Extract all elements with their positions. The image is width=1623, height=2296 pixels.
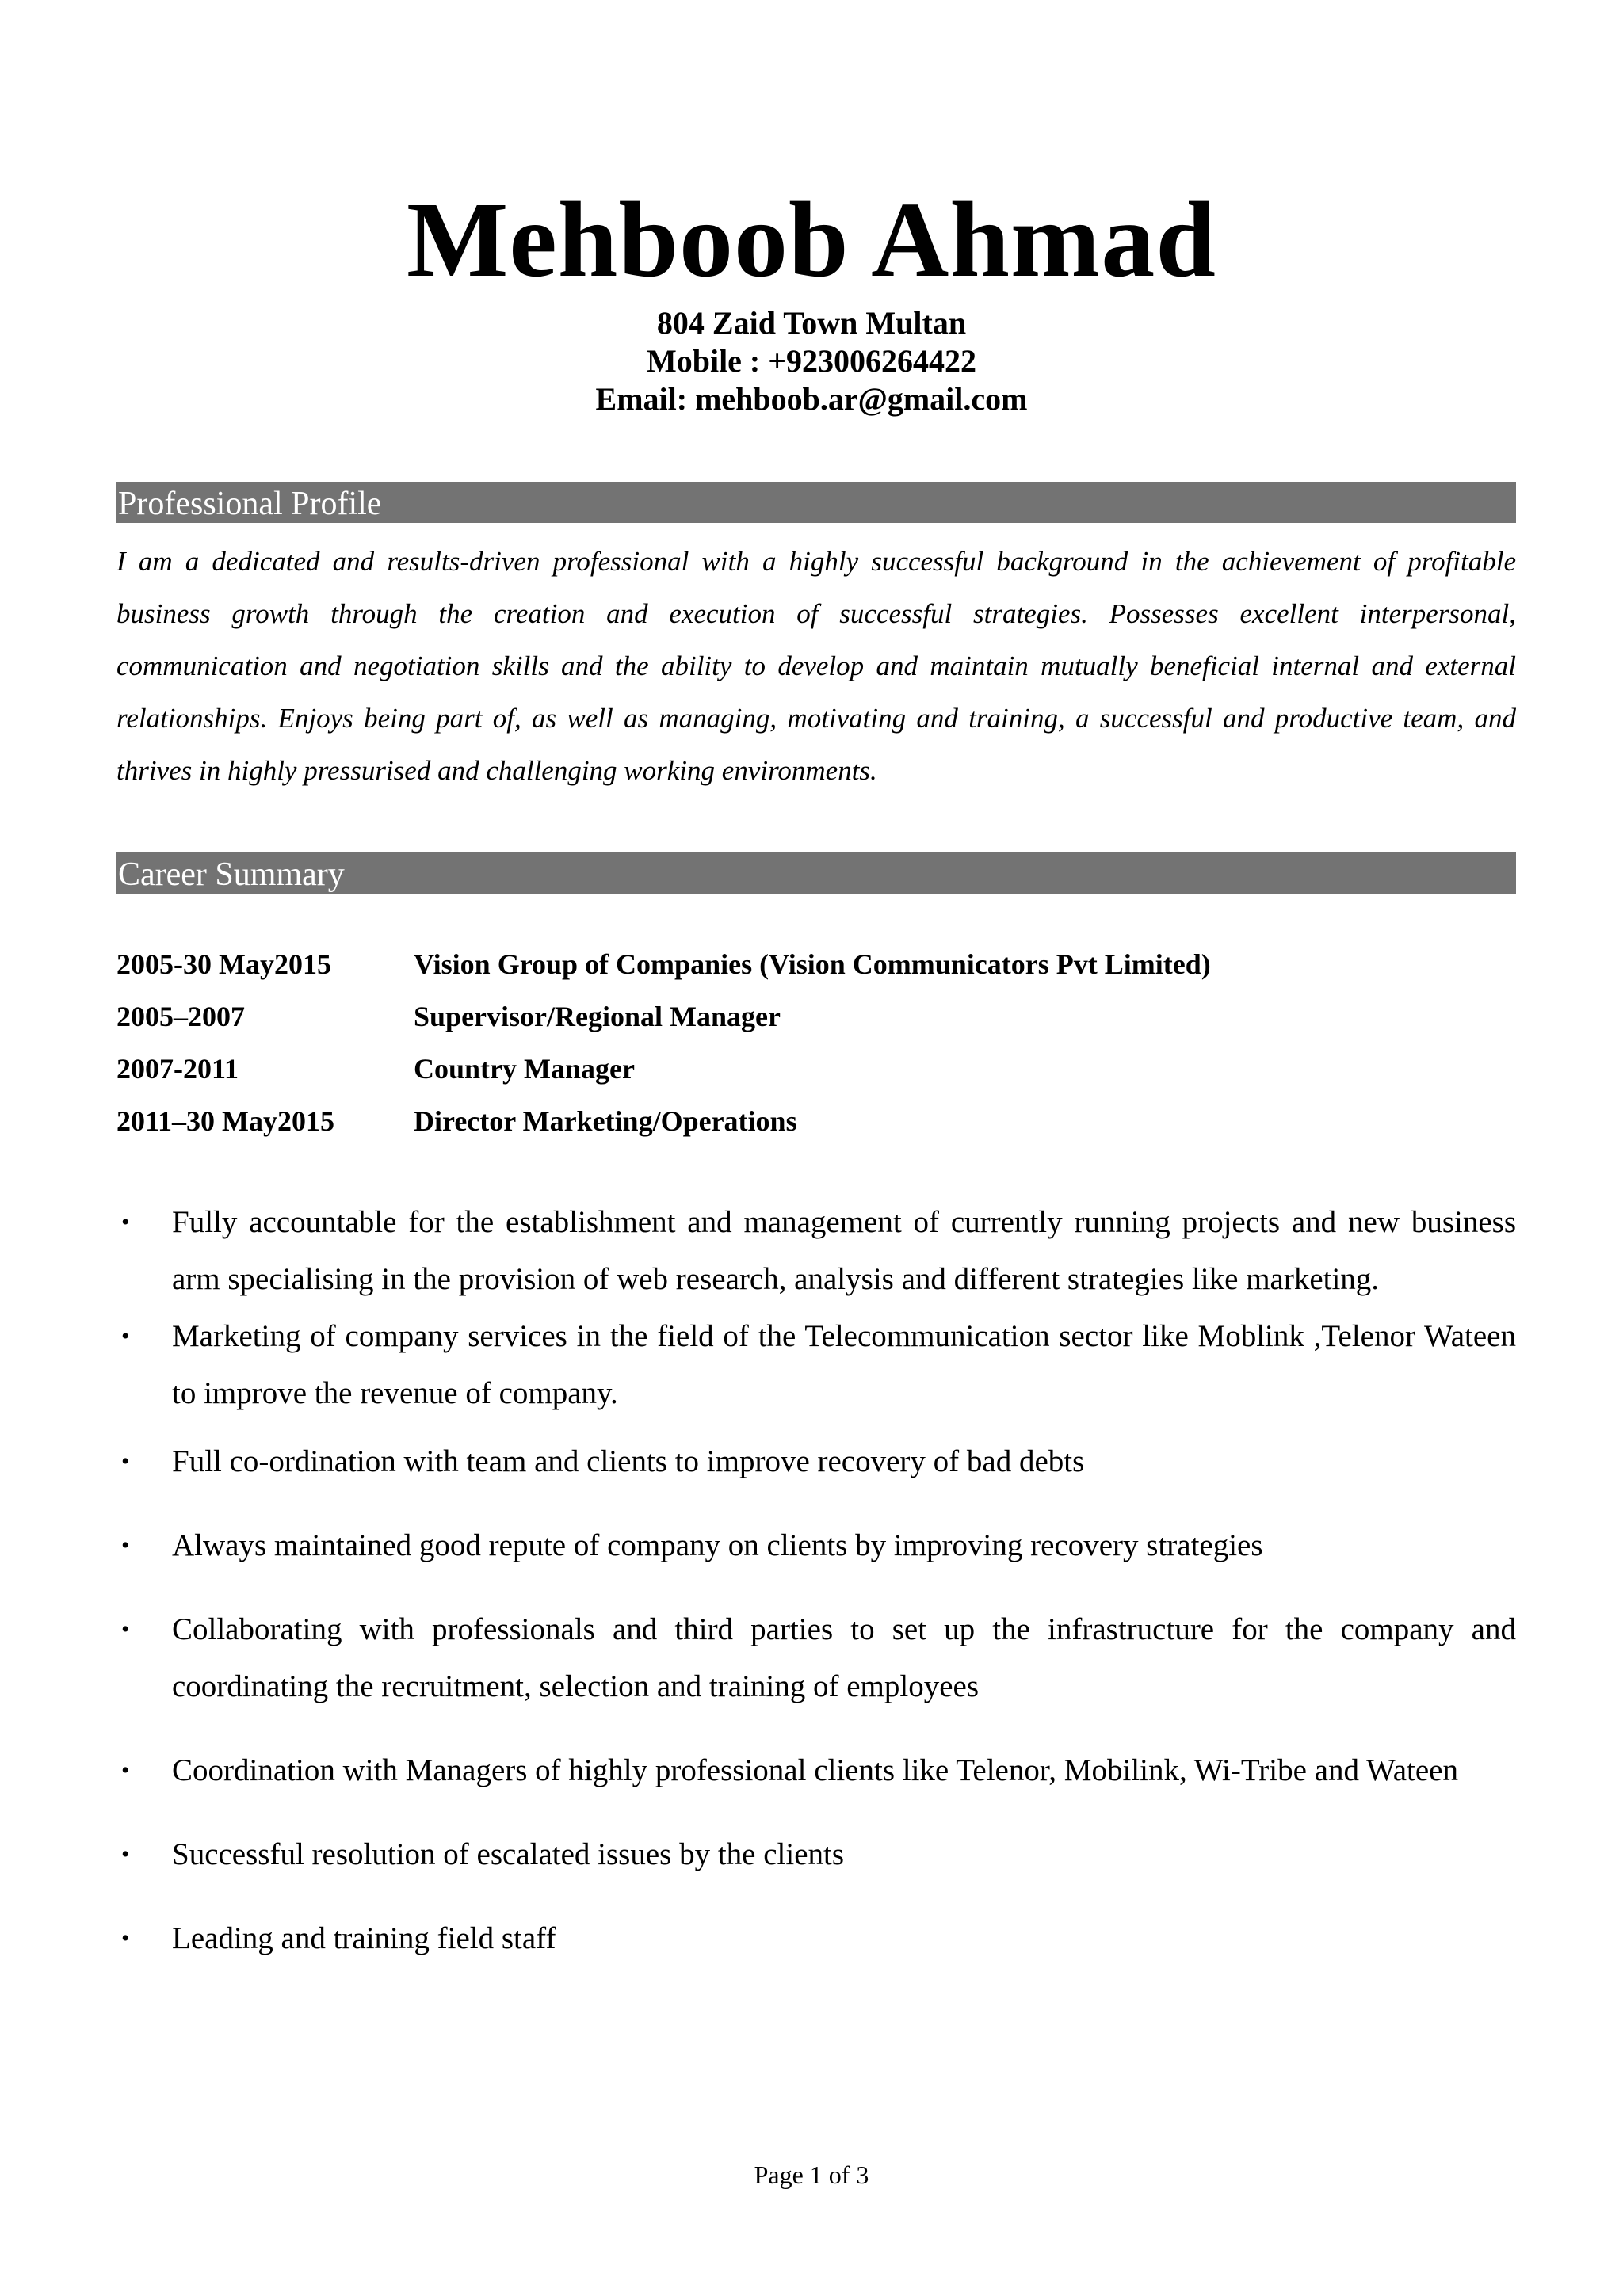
list-item-text: Marketing of company services in the field of the Telecommunication sector like Moblink ,Telenor Wateen to improve the revenue of company. <box>172 1319 1516 1410</box>
email-address: Email: mehboob.ar@gmail.com <box>595 381 1028 417</box>
list-item <box>116 1910 1516 1967</box>
list-item <box>116 1601 1516 1715</box>
career-row <box>116 993 1516 1045</box>
bullet-icon: • <box>121 1323 130 1349</box>
list-item-text: Coordination with Managers of highly professional clients like Telenor, Mobilink, Wi-Tribe and Wateen <box>172 1753 1458 1787</box>
candidate-name: Mehboob Ahmad <box>407 181 1216 299</box>
section-heading-professional-profile: Professional Profile <box>116 482 1516 523</box>
career-bullet-list <box>116 1194 1516 1967</box>
career-period: 2007-2011 <box>116 1053 239 1085</box>
list-item-text: Full co-ordination with team and clients to improve recovery of bad debts <box>172 1444 1085 1478</box>
mobile-number: Mobile : +923006264422 <box>646 343 977 379</box>
bullet-icon: • <box>121 1925 130 1951</box>
list-item-text: Collaborating with professionals and third parties to set up the infrastructure for the company and coordinating the recruitment, selection and training of employees <box>172 1612 1516 1703</box>
section-heading-career-summary: Career Summary <box>116 852 1516 894</box>
career-period: 2011–30 May2015 <box>116 1105 334 1137</box>
career-period: 2005-30 May2015 <box>116 948 331 980</box>
address: 804 Zaid Town Multan <box>656 305 967 341</box>
bullet-icon: • <box>121 1841 130 1867</box>
list-item <box>116 1826 1516 1883</box>
career-summary-table <box>116 940 1516 1150</box>
bullet-icon: • <box>121 1448 130 1474</box>
career-role: Country Manager <box>414 1053 635 1085</box>
career-row <box>116 940 1516 993</box>
list-item-text: Leading and training field staff <box>172 1921 556 1955</box>
list-item <box>116 1433 1516 1490</box>
list-item <box>116 1308 1516 1422</box>
page-number: Page 1 of 3 <box>754 2161 869 2189</box>
bullet-icon: • <box>121 1616 130 1642</box>
career-role: Vision Group of Companies (Vision Communicators Pvt Limited) <box>414 948 1211 980</box>
list-item-text: Always maintained good repute of company on clients by improving recovery strategies <box>172 1528 1263 1562</box>
list-item <box>116 1194 1516 1308</box>
bullet-icon: • <box>121 1532 130 1558</box>
list-item <box>116 1517 1516 1574</box>
career-row <box>116 1097 1516 1150</box>
bullet-icon: • <box>121 1757 130 1783</box>
contact-block <box>0 304 1623 418</box>
list-item-text: Successful resolution of escalated issues by the clients <box>172 1837 845 1871</box>
profile-paragraph: I am a dedicated and results-driven professional with a highly successful background in the achievement of profitable business growth through the creation and execution of successful strategies. Possesses excellent interpersonal, communication and negotiation skills and the ability to develop and maintain mutually beneficial internal and external relationships. Enjoys being part of, as well as managing, motivating and training, a successful and productive team, and thrives in highly pressurised and challenging working environments. <box>116 546 1516 786</box>
career-row <box>116 1045 1516 1097</box>
career-period: 2005–2007 <box>116 1001 245 1032</box>
list-item <box>116 1742 1516 1799</box>
bullet-icon: • <box>121 1209 130 1235</box>
list-item-text: Fully accountable for the establishment and management of currently running projects and new business arm specialising in the provision of web research, analysis and different strategies like marketing. <box>172 1205 1516 1296</box>
career-role: Director Marketing/Operations <box>414 1105 797 1137</box>
career-role: Supervisor/Regional Manager <box>414 1001 781 1032</box>
